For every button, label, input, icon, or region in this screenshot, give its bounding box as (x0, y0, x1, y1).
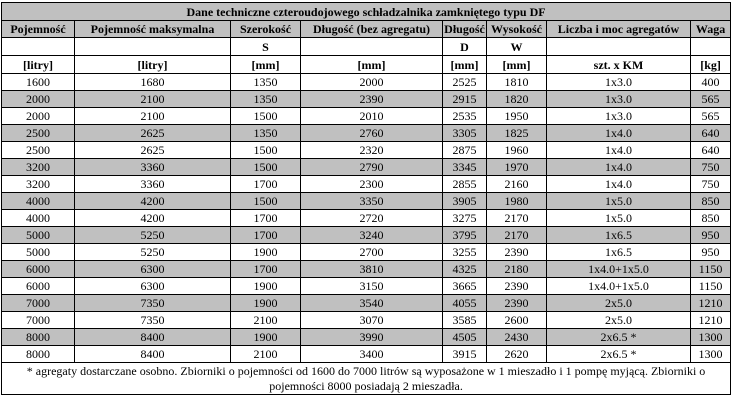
table-cell: 8400 (75, 329, 231, 346)
table-cell: 2720 (301, 210, 443, 227)
table-cell: 2500 (2, 125, 75, 142)
table-cell: 850 (691, 193, 731, 210)
table-cell: 3240 (301, 227, 443, 244)
table-cell: 8400 (75, 346, 231, 363)
symbol-row (2, 38, 731, 56)
table-cell: 1210 (691, 312, 731, 329)
table-row (2, 108, 731, 125)
table-cell: 3540 (301, 295, 443, 312)
table-cell: 2000 (301, 74, 443, 91)
header-row (2, 21, 731, 38)
table-cell: 1x4.0 (547, 159, 691, 176)
table-cell: 1980 (487, 193, 547, 210)
table-cell: 3150 (301, 278, 443, 295)
unit-cell: [mm] (231, 56, 301, 74)
header-cell: Szerokość (231, 21, 301, 38)
table-cell: 3305 (443, 125, 487, 142)
table-title: Dane techniczne czteroudojowego schładzalnika zamkniętego typu DF (2, 3, 731, 21)
table-cell: 1970 (487, 159, 547, 176)
table-cell: 5250 (75, 244, 231, 261)
table-cell: 2875 (443, 142, 487, 159)
symbol-cell (691, 38, 731, 56)
footnote-row (2, 363, 731, 395)
table-cell: 2x6.5 * (547, 329, 691, 346)
table-cell: 2000 (2, 108, 75, 125)
unit-cell: [litry] (75, 56, 231, 74)
table-cell: 1x3.0 (547, 91, 691, 108)
table-cell: 2100 (231, 312, 301, 329)
table-cell: 2855 (443, 176, 487, 193)
header-cell: Długość (bez agregatu) (301, 21, 443, 38)
table-cell: 2100 (75, 108, 231, 125)
table-cell: 2390 (487, 295, 547, 312)
table-cell: 1150 (691, 261, 731, 278)
table-cell: 2430 (487, 329, 547, 346)
table-cell: 3795 (443, 227, 487, 244)
table-cell: 1x4.0 (547, 176, 691, 193)
table-row (2, 176, 731, 193)
table-cell: 2390 (487, 278, 547, 295)
table-cell: 2625 (75, 142, 231, 159)
table-cell: 2390 (487, 244, 547, 261)
symbol-cell: S (231, 38, 301, 56)
header-cell: Pojemność maksymalna (75, 21, 231, 38)
table-cell: 4505 (443, 329, 487, 346)
table-cell: 1700 (231, 227, 301, 244)
table-cell: 1820 (487, 91, 547, 108)
table-cell: 7000 (2, 312, 75, 329)
table-cell: 1350 (231, 91, 301, 108)
table-cell: 3255 (443, 244, 487, 261)
table-cell: 1900 (231, 329, 301, 346)
table-cell: 3585 (443, 312, 487, 329)
table-cell: 5000 (2, 244, 75, 261)
table-cell: 1x4.0+1x5.0 (547, 278, 691, 295)
table-cell: 4000 (2, 193, 75, 210)
table-cell: 640 (691, 142, 731, 159)
table-cell: 1x5.0 (547, 210, 691, 227)
table-cell: 1300 (691, 346, 731, 363)
table-row (2, 312, 731, 329)
table-cell: 3275 (443, 210, 487, 227)
table-cell: 2x5.0 (547, 295, 691, 312)
table-cell: 1960 (487, 142, 547, 159)
table-cell: 1700 (231, 261, 301, 278)
table-cell: 3915 (443, 346, 487, 363)
table-cell: 7000 (2, 295, 75, 312)
table-cell: 4000 (2, 210, 75, 227)
table-cell: 4325 (443, 261, 487, 278)
table-cell: 3810 (301, 261, 443, 278)
table-cell: 1x6.5 (547, 244, 691, 261)
table-row (2, 227, 731, 244)
table-cell: 1x4.0+1x5.0 (547, 261, 691, 278)
table-cell: 1500 (231, 193, 301, 210)
table-cell: 3070 (301, 312, 443, 329)
table-cell: 3200 (2, 159, 75, 176)
table-cell: 3990 (301, 329, 443, 346)
header-cell: Waga (691, 21, 731, 38)
table-cell: 2160 (487, 176, 547, 193)
table-cell: 1150 (691, 278, 731, 295)
table-row (2, 159, 731, 176)
table-cell: 1x3.0 (547, 108, 691, 125)
table-row (2, 193, 731, 210)
table-cell: 1x4.0 (547, 142, 691, 159)
table-cell: 1350 (231, 74, 301, 91)
table-cell: 2x6.5 * (547, 346, 691, 363)
table-cell: 3400 (301, 346, 443, 363)
table-cell: 2100 (231, 346, 301, 363)
table-row (2, 346, 731, 363)
header-cell: Pojemność (2, 21, 75, 38)
spec-table-container (1, 2, 730, 395)
table-cell: 750 (691, 176, 731, 193)
table-cell: 6300 (75, 261, 231, 278)
table-cell: 2320 (301, 142, 443, 159)
table-cell: 1210 (691, 295, 731, 312)
table-cell: 850 (691, 210, 731, 227)
table-cell: 1300 (691, 329, 731, 346)
table-cell: 8000 (2, 346, 75, 363)
unit-cell: [mm] (487, 56, 547, 74)
table-cell: 565 (691, 108, 731, 125)
table-cell: 2x5.0 (547, 312, 691, 329)
symbol-cell: W (487, 38, 547, 56)
symbol-cell (301, 38, 443, 56)
unit-cell: [kg] (691, 56, 731, 74)
table-cell: 2760 (301, 125, 443, 142)
table-cell: 1950 (487, 108, 547, 125)
symbol-cell (75, 38, 231, 56)
table-row (2, 142, 731, 159)
table-cell: 1350 (231, 125, 301, 142)
table-cell: 6000 (2, 278, 75, 295)
table-cell: 2170 (487, 227, 547, 244)
table-cell: 2170 (487, 210, 547, 227)
table-cell: 950 (691, 244, 731, 261)
table-row (2, 329, 731, 346)
table-cell: 2700 (301, 244, 443, 261)
table-cell: 565 (691, 91, 731, 108)
unit-row (2, 56, 731, 74)
table-cell: 7350 (75, 312, 231, 329)
unit-cell: [mm] (443, 56, 487, 74)
table-cell: 1500 (231, 159, 301, 176)
table-cell: 1680 (75, 74, 231, 91)
table-cell: 1500 (231, 142, 301, 159)
table-cell: 950 (691, 227, 731, 244)
table-cell: 1600 (2, 74, 75, 91)
symbol-cell: D (443, 38, 487, 56)
header-cell: Liczba i moc agregatów (547, 21, 691, 38)
table-cell: 400 (691, 74, 731, 91)
table-cell: 2390 (301, 91, 443, 108)
table-cell: 4200 (75, 210, 231, 227)
table-cell: 2300 (301, 176, 443, 193)
table-row (2, 74, 731, 91)
unit-cell: szt. x KM (547, 56, 691, 74)
table-cell: 6000 (2, 261, 75, 278)
table-cell: 640 (691, 125, 731, 142)
table-cell: 1900 (231, 244, 301, 261)
table-row (2, 125, 731, 142)
unit-cell: [mm] (301, 56, 443, 74)
table-cell: 3905 (443, 193, 487, 210)
table-cell: 2525 (443, 74, 487, 91)
table-cell: 1x6.5 (547, 227, 691, 244)
table-row (2, 261, 731, 278)
table-cell: 1810 (487, 74, 547, 91)
table-cell: 2535 (443, 108, 487, 125)
table-cell: 3360 (75, 159, 231, 176)
header-cell: Wysokość (487, 21, 547, 38)
table-cell: 2600 (487, 312, 547, 329)
table-cell: 3350 (301, 193, 443, 210)
table-cell: 8000 (2, 329, 75, 346)
table-cell: 3345 (443, 159, 487, 176)
table-cell: 2625 (75, 125, 231, 142)
unit-cell: [litry] (2, 56, 75, 74)
table-cell: 1900 (231, 278, 301, 295)
table-cell: 2180 (487, 261, 547, 278)
symbol-cell (547, 38, 691, 56)
table-title-row (2, 3, 731, 21)
table-cell: 4200 (75, 193, 231, 210)
table-cell: 2010 (301, 108, 443, 125)
footnote: * agregaty dostarczane osobno. Zbiorniki o pojemności od 1600 do 7000 litrów są wyposażone w 1 mieszadło i 1 pompę myjącą. Zbiorniki o pojemności 8000 posiadają 2 mieszadła. (2, 363, 731, 395)
table-cell: 1x3.0 (547, 74, 691, 91)
table-cell: 2500 (2, 142, 75, 159)
table-cell: 1825 (487, 125, 547, 142)
table-cell: 1900 (231, 295, 301, 312)
table-cell: 3200 (2, 176, 75, 193)
table-cell: 2915 (443, 91, 487, 108)
table-cell: 3360 (75, 176, 231, 193)
table-cell: 1500 (231, 108, 301, 125)
table-cell: 1x4.0 (547, 125, 691, 142)
table-cell: 5250 (75, 227, 231, 244)
table-cell: 3665 (443, 278, 487, 295)
table-cell: 2000 (2, 91, 75, 108)
table-row (2, 278, 731, 295)
table-cell: 2790 (301, 159, 443, 176)
table-row (2, 295, 731, 312)
table-cell: 4055 (443, 295, 487, 312)
table-cell: 2620 (487, 346, 547, 363)
table-cell: 5000 (2, 227, 75, 244)
technical-data-table (1, 2, 731, 395)
table-cell: 2100 (75, 91, 231, 108)
table-row (2, 91, 731, 108)
symbol-cell (2, 38, 75, 56)
table-row (2, 244, 731, 261)
table-cell: 7350 (75, 295, 231, 312)
table-cell: 1x5.0 (547, 193, 691, 210)
table-cell: 1700 (231, 210, 301, 227)
table-cell: 750 (691, 159, 731, 176)
table-row (2, 210, 731, 227)
table-cell: 6300 (75, 278, 231, 295)
header-cell: Długość (444, 22, 485, 36)
table-cell: 1700 (231, 176, 301, 193)
